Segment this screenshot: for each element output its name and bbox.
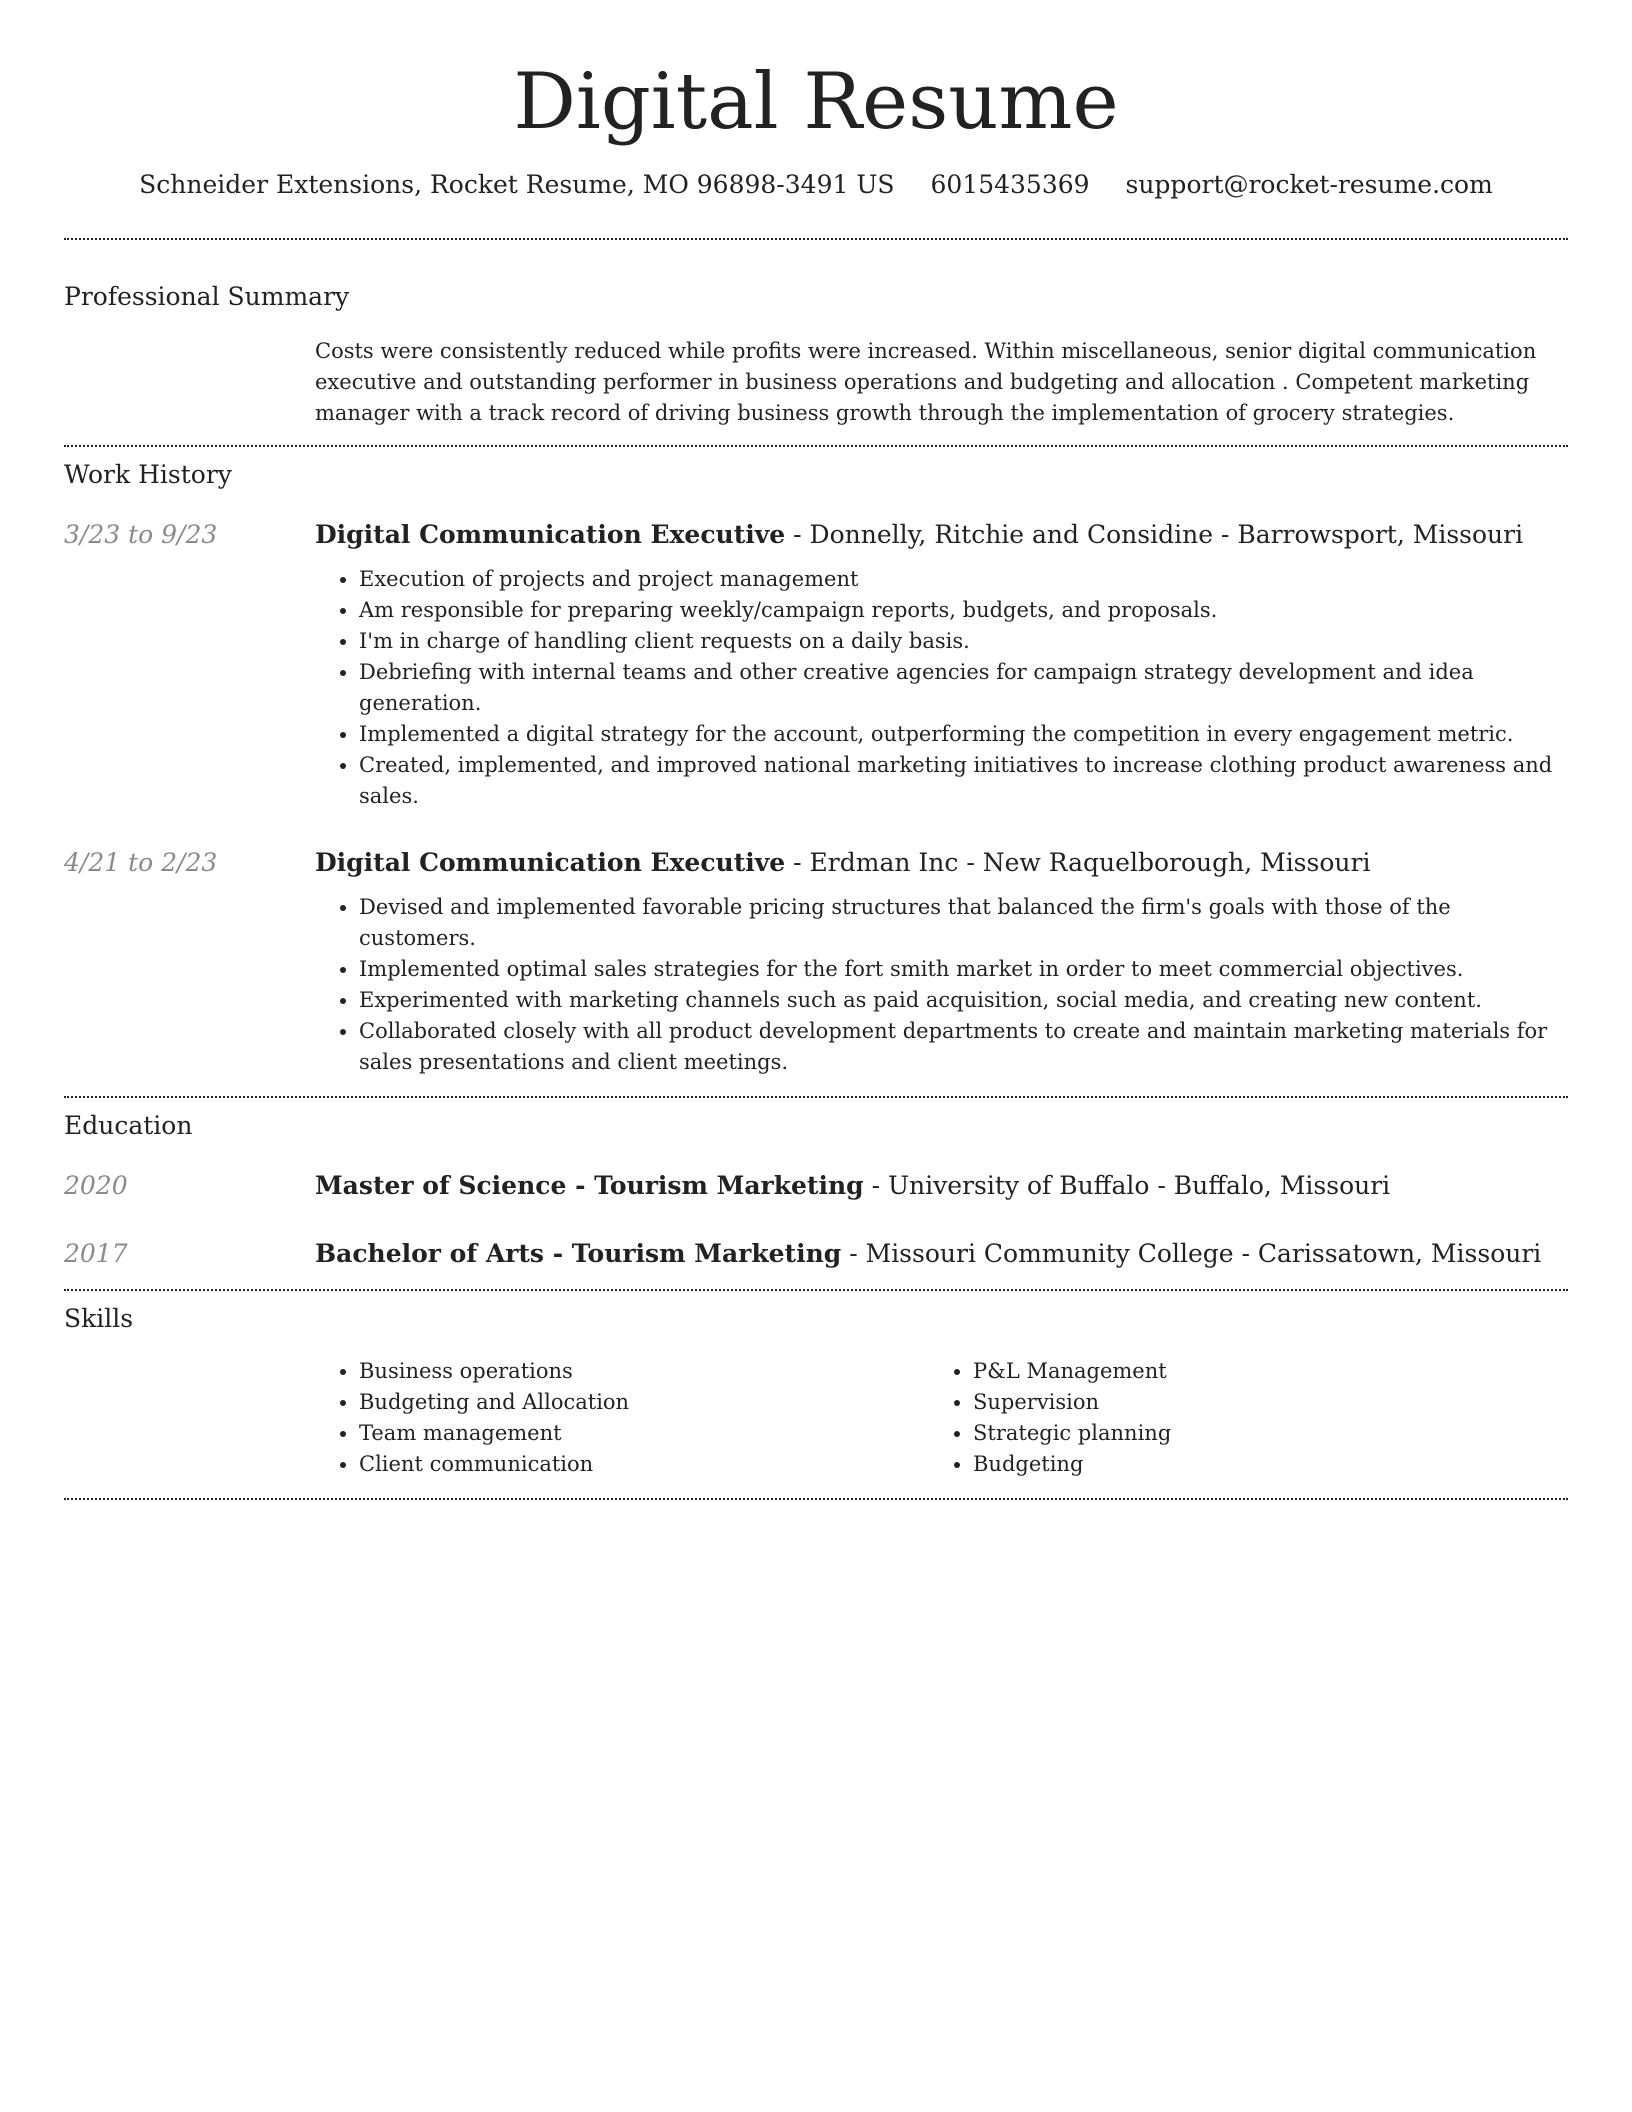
job-employer-location: - Erdman Inc - New Raquelborough, Missouri <box>785 848 1371 877</box>
list-item: • I'm in charge of handling client requests on a daily basis. <box>359 626 1568 657</box>
skill-item: • Team management <box>359 1418 929 1449</box>
list-item: • Collaborated closely with all product development departments to create and maintain marketing materials for sales presentations and client meetings. <box>359 1016 1568 1078</box>
skills-list-right <box>929 1356 1543 1480</box>
education-entry <box>64 1237 1568 1271</box>
education-entry <box>64 1169 1568 1203</box>
list-item: • Implemented a digital strategy for the account, outperforming the competition in every engagement metric. <box>359 719 1568 750</box>
education-entry-heading <box>315 1237 1568 1271</box>
skill-item: • Budgeting <box>973 1449 1543 1480</box>
job-title: Digital Communication Executive <box>315 520 786 549</box>
education-entry-body <box>315 1169 1568 1203</box>
contact-phone: 6015435369 <box>930 170 1090 199</box>
list-item: • Execution of projects and project management <box>359 564 1568 595</box>
school-location: - Missouri Community College - Carissatown, Missouri <box>841 1239 1542 1268</box>
divider <box>64 445 1568 447</box>
work-entry-dates: 3/23 to 9/23 <box>64 520 218 549</box>
work-history-section-title: Work History <box>64 460 232 489</box>
work-entry <box>64 518 1568 812</box>
work-entry-body <box>315 518 1568 812</box>
list-item: • Devised and implemented favorable pricing structures that balanced the firm's goals with those of the customers. <box>359 892 1568 954</box>
education-entry-body <box>315 1237 1568 1271</box>
job-title: Digital Communication Executive <box>315 848 786 877</box>
list-item: • Created, implemented, and improved national marketing initiatives to increase clothing product awareness and sales. <box>359 750 1568 812</box>
skill-item: • Strategic planning <box>973 1418 1543 1449</box>
list-item: • Am responsible for preparing weekly/campaign reports, budgets, and proposals. <box>359 595 1568 626</box>
job-duties-list <box>315 892 1568 1078</box>
education-entry-heading <box>315 1169 1568 1203</box>
work-entry-heading <box>315 846 1568 880</box>
contact-address: Schneider Extensions, Rocket Resume, MO 96898-3491 US <box>139 170 895 199</box>
education-year: 2020 <box>64 1171 128 1200</box>
skill-item: • Supervision <box>973 1387 1543 1418</box>
education-section-title: Education <box>64 1111 193 1140</box>
skill-item: • Budgeting and Allocation <box>359 1387 929 1418</box>
divider <box>64 1096 1568 1098</box>
skill-item: • P&L Management <box>973 1356 1543 1387</box>
contact-line <box>64 168 1568 202</box>
education-year: 2017 <box>64 1239 128 1268</box>
resume-name: Digital Resume <box>513 57 1119 147</box>
degree-title: Master of Science - Tourism Marketing <box>315 1171 864 1200</box>
job-duties-list <box>315 564 1568 812</box>
work-entry-body <box>315 846 1568 1078</box>
resume-header <box>64 0 1568 202</box>
list-item: • Debriefing with internal teams and other creative agencies for campaign strategy development and idea generation. <box>359 657 1568 719</box>
skills-grid <box>315 1356 1568 1480</box>
contact-email: support@rocket-resume.com <box>1125 170 1493 199</box>
summary-text: Costs were consistently reduced while profits were increased. Within miscellaneous, senior digital communication executive and outstanding performer in business operations and budgeting and allocation . Competent marketing manager with a track record of driving business growth through the implementation of grocery strategies. <box>315 339 1537 425</box>
divider <box>64 1289 1568 1291</box>
work-entry-heading <box>315 518 1568 552</box>
skill-item: • Client communication <box>359 1449 929 1480</box>
skills-list-left <box>315 1356 929 1480</box>
list-item: • Implemented optimal sales strategies for the fort smith market in order to meet commercial objectives. <box>359 954 1568 985</box>
divider <box>64 1498 1568 1500</box>
skill-item: • Business operations <box>359 1356 929 1387</box>
skills-section-title: Skills <box>64 1304 134 1333</box>
summary-section-title: Professional Summary <box>64 282 350 311</box>
school-location: - University of Buffalo - Buffalo, Missouri <box>863 1171 1391 1200</box>
divider <box>64 238 1568 240</box>
degree-title: Bachelor of Arts - Tourism Marketing <box>315 1239 842 1268</box>
work-entry <box>64 846 1568 1078</box>
list-item: • Experimented with marketing channels such as paid acquisition, social media, and creating new content. <box>359 985 1568 1016</box>
work-entry-dates: 4/21 to 2/23 <box>64 848 218 877</box>
job-employer-location: - Donnelly, Ritchie and Considine - Barrowsport, Missouri <box>785 520 1524 549</box>
